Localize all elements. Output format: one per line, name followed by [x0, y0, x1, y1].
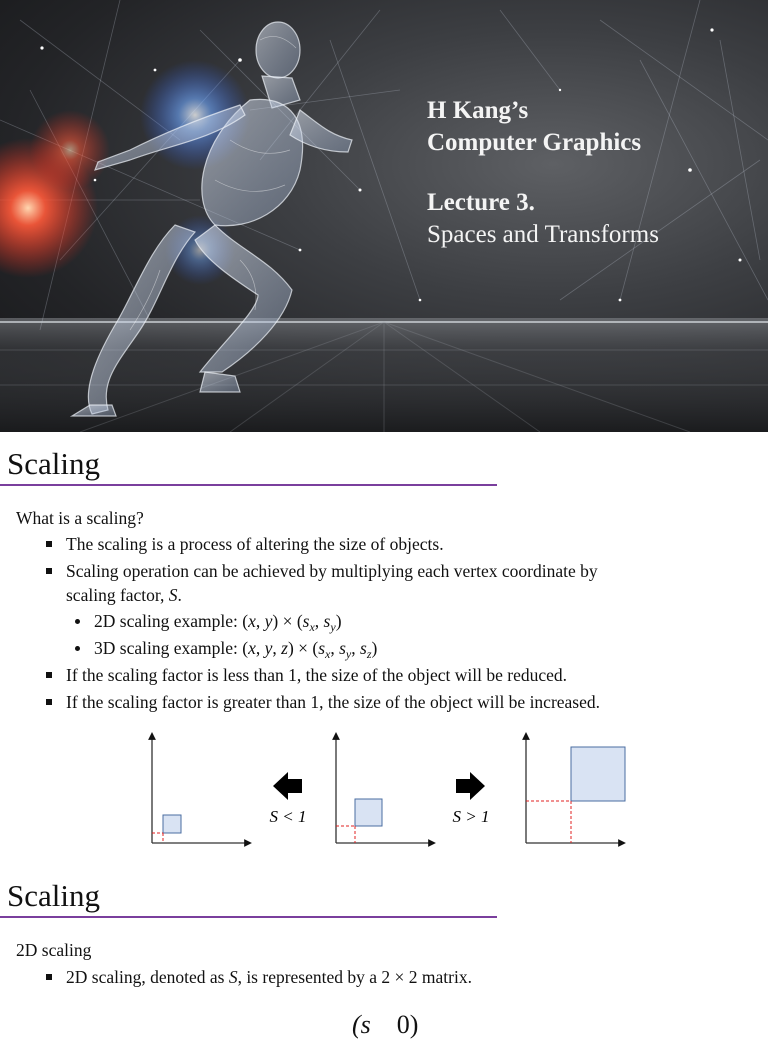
slide1-title-rule — [0, 484, 497, 486]
arrow-left-icon — [273, 772, 302, 800]
slide1-title: Scaling — [7, 446, 100, 481]
sub-bullet-marker — [75, 646, 80, 651]
course-author: H Kang’s — [427, 97, 529, 124]
bullet-marker — [46, 672, 52, 678]
slide1-sub-bullet-3d: 3D scaling example: (x, y, $z) \times (s_x$, $s_y$, $s_z$) — [94, 638, 378, 661]
label-s-less-than-1: S < 1 — [269, 807, 307, 826]
slide2-subtitle: 2D scaling — [16, 940, 92, 960]
lecture-number: Lecture 3. — [427, 189, 535, 216]
lecture-title-block — [427, 96, 659, 250]
square-large — [571, 747, 625, 801]
arrow-right-icon — [456, 772, 485, 800]
bullet-marker — [46, 541, 52, 547]
slide1-question: What is a scaling? — [16, 508, 144, 528]
slide2-bullet1: 2D scaling, denoted as S, is represented by a 2 × 2 matrix. — [66, 967, 472, 987]
bullet-marker — [46, 699, 52, 705]
slide2-title-rule — [0, 916, 497, 918]
bullet-marker — [46, 568, 52, 574]
bullet-marker — [46, 974, 52, 980]
lecture-banner — [0, 0, 768, 432]
slide1-sub-bullet-2d: 2D scaling example: (x, $y) \times (s_x$, $s_y$) — [94, 611, 342, 634]
square-small — [163, 815, 181, 833]
scaling-diagram — [140, 728, 640, 853]
slide2-title: Scaling — [7, 878, 100, 913]
course-title: Computer Graphics — [427, 129, 642, 156]
guide-original — [336, 826, 355, 843]
lecture-name: Spaces and Transforms — [427, 221, 659, 248]
slide1-bullet2-line1: Scaling operation can be achieved by multiplying each vertex coordinate by — [66, 561, 598, 581]
slide1-bullet3: If the scaling factor is less than 1, the size of the object will be reduced. — [66, 665, 568, 685]
guide-large — [526, 801, 571, 843]
sub-bullet-marker — [75, 619, 80, 624]
label-s-greater-than-1: S > 1 — [452, 807, 490, 826]
slide1-bullet2-line2: scaling factor, S. — [66, 585, 182, 605]
square-original — [355, 799, 382, 826]
scaling-matrix-partial: (s 0) — [352, 1010, 419, 1039]
plot-original — [336, 734, 434, 843]
slide1-bullet4: If the scaling factor is greater than 1, the size of the object will be increased. — [66, 692, 601, 712]
guide-small — [152, 833, 163, 843]
slide1-bullet1: The scaling is a process of altering the size of objects. — [66, 534, 444, 554]
